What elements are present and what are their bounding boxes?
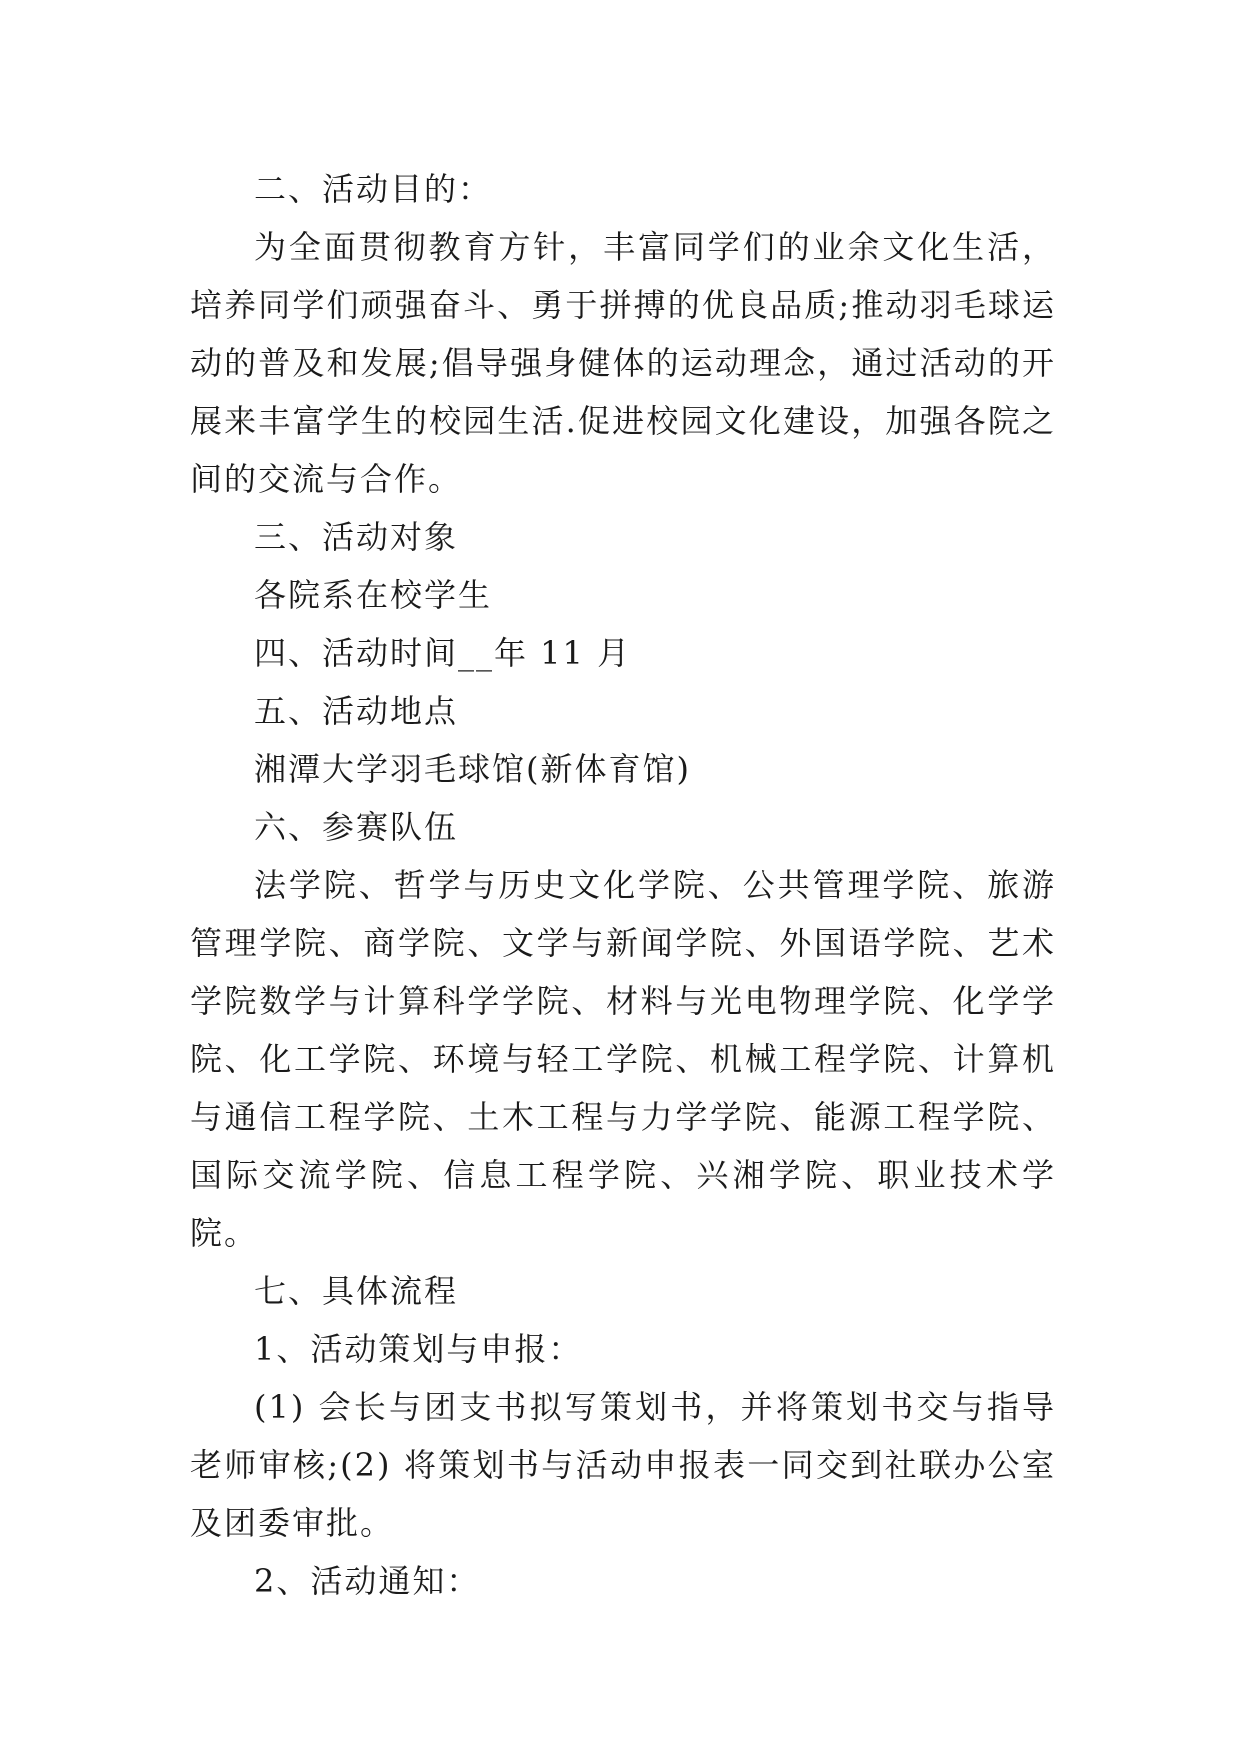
subheading-notice: 2、活动通知： <box>254 1562 481 1600</box>
subheading-planning: 1、活动策划与申报： <box>254 1330 583 1368</box>
document-body <box>190 160 1056 1610</box>
paragraph-teams: 法学院、哲学与历史文化学院、公共管理学院、旅游管理学院、商学院、文学与新闻学院、外国语学院、艺术学院数学与计算科学学院、材料与光电物理学院、化学学院、化工学院、环境与轻工学院、机械工程学院、计算机与通信工程学院、土木工程与力学学院、能源工程学院、国际交流学院、信息工程学院、兴湘学院、职业技术学院。 <box>190 866 1056 1252</box>
paragraph-target: 各院系在校学生 <box>254 576 493 614</box>
section-heading-purpose: 二、活动目的： <box>254 170 493 208</box>
section-heading-teams: 六、参赛队伍 <box>254 808 459 846</box>
paragraph-purpose: 为全面贯彻教育方针，丰富同学们的业余文化生活，培养同学们顽强奋斗、勇于拼搏的优良品质;推动羽毛球运动的普及和发展;倡导强身健体的运动理念，通过活动的开展来丰富学生的校园生活.促进校园文化建设，加强各院之间的交流与合作。 <box>190 228 1056 498</box>
section-heading-time: 四、活动时间__年 11 月 <box>254 634 632 672</box>
section-heading-process: 七、具体流程 <box>254 1272 459 1310</box>
paragraph-location: 湘潭大学羽毛球馆(新体育馆) <box>254 750 691 788</box>
paragraph-planning: (1) 会长与团支书拟写策划书，并将策划书交与指导老师审核;(2) 将策划书与活动申报表一同交到社联办公室及团委审批。 <box>190 1388 1056 1542</box>
section-heading-target: 三、活动对象 <box>254 518 459 556</box>
section-heading-location: 五、活动地点 <box>254 692 459 730</box>
